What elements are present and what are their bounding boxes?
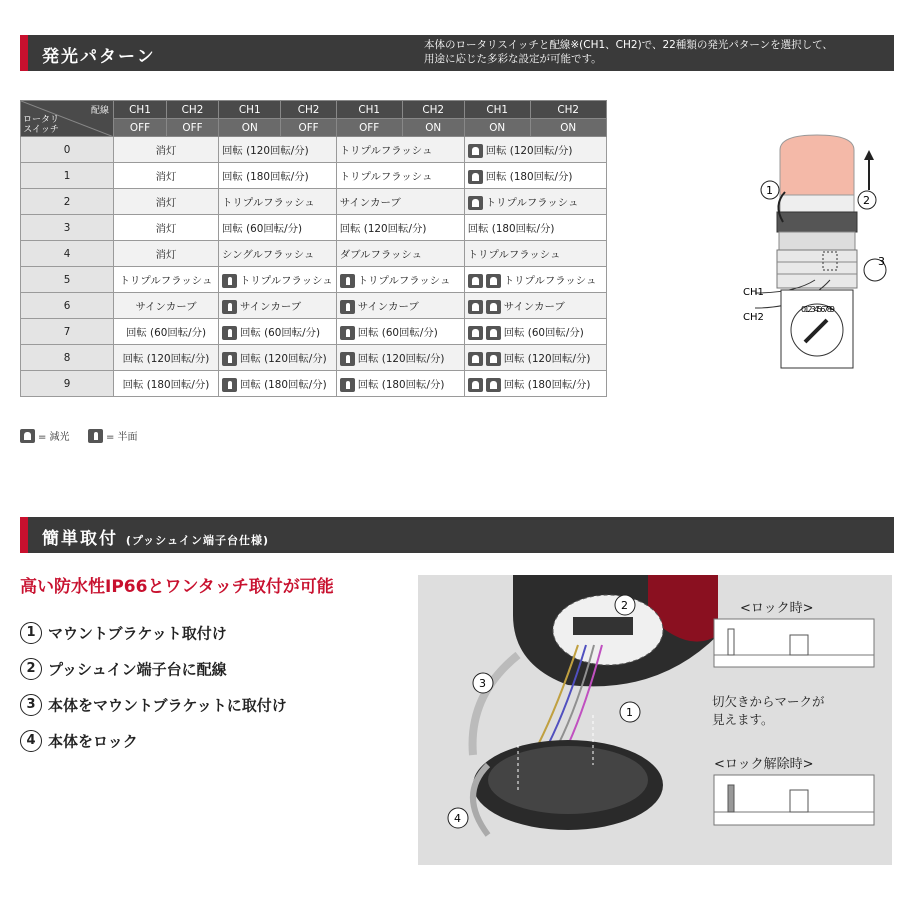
- pattern-cell: トリプルフラッシュ: [464, 267, 606, 293]
- table-row: [21, 215, 607, 241]
- pattern-cell: 回転 (180回転/分): [336, 371, 464, 397]
- pattern-cell: 回転 (120回転/分): [219, 137, 337, 163]
- half-face-icon: [340, 378, 355, 392]
- pattern-cell: サインカーブ: [114, 293, 219, 319]
- table-row: [21, 189, 607, 215]
- pattern-cell: サインカーブ: [336, 189, 464, 215]
- pattern-cell: 回転 (180回転/分): [464, 371, 606, 397]
- half-face-icon: [222, 352, 237, 366]
- half-face-icon: [340, 352, 355, 366]
- lock-note: 切欠きからマークが 見えます。: [712, 694, 825, 727]
- lens-dome: [780, 135, 854, 200]
- half-face-icon: [222, 274, 237, 288]
- section-description: [424, 38, 890, 66]
- table-row: [21, 293, 607, 319]
- body-upper: [777, 212, 857, 232]
- pattern-table: [20, 100, 607, 397]
- feature-heading: 高い防水性IP66とワンタッチ取付が可能: [20, 577, 334, 597]
- dim-icon: [468, 274, 483, 288]
- pattern-cell: 消灯: [114, 241, 219, 267]
- corner-label-switch: ロータリ スイッチ: [23, 115, 60, 135]
- pattern-cell: 回転 (120回転/分): [464, 345, 606, 371]
- dim-icon: [468, 326, 483, 340]
- install-steps: [20, 622, 287, 766]
- pattern-cell: サインカーブ: [464, 293, 606, 319]
- ch-header: CH2: [281, 101, 336, 119]
- ch-header: CH2: [167, 101, 219, 119]
- dim-icon: [20, 429, 35, 443]
- ch-header: CH1: [336, 101, 402, 119]
- svg-text:1: 1: [626, 706, 633, 719]
- signal-light-diagram: [735, 130, 895, 380]
- lens-ring: [780, 195, 854, 213]
- step-item: 2 プッシュイン端子台に配線: [20, 658, 287, 694]
- dim-icon: [468, 352, 483, 366]
- dim-icon: [486, 326, 501, 340]
- dim-icon: [468, 196, 483, 210]
- install-diagram-panel: [418, 575, 892, 865]
- pattern-cell: 回転 (180回転/分): [219, 163, 337, 189]
- body-mid: [779, 232, 855, 250]
- dim-icon: [486, 274, 501, 288]
- switch-position: 6: [21, 293, 114, 319]
- half-face-icon: [88, 429, 103, 443]
- pattern-cell: 回転 (120回転/分): [336, 345, 464, 371]
- ch-header: CH1: [114, 101, 167, 119]
- state-header: ON: [402, 119, 464, 137]
- svg-text:3: 3: [878, 255, 885, 268]
- state-header: OFF: [114, 119, 167, 137]
- state-header: ON: [530, 119, 606, 137]
- legend-dim-label: = 減光: [38, 432, 70, 443]
- section-title: 発光パターン: [42, 47, 156, 67]
- switch-position: 3: [21, 215, 114, 241]
- table-row: [21, 319, 607, 345]
- pattern-cell: サインカーブ: [219, 293, 337, 319]
- dim-icon: [468, 378, 483, 392]
- locked-detail: [714, 619, 874, 667]
- pattern-cell: トリプルフラッシュ: [336, 137, 464, 163]
- switch-position: 5: [21, 267, 114, 293]
- pattern-cell: 回転 (180回転/分): [464, 215, 606, 241]
- table-row: [21, 241, 607, 267]
- switch-position: 9: [21, 371, 114, 397]
- svg-text:1: 1: [766, 184, 773, 197]
- half-face-icon: [222, 300, 237, 314]
- pattern-cell: 回転 (180回転/分): [114, 371, 219, 397]
- step-item: 1 マウントブラケット取付け: [20, 622, 287, 658]
- pattern-cell: 回転 (120回転/分): [464, 137, 606, 163]
- dim-icon: [486, 352, 501, 366]
- svg-text:2: 2: [863, 194, 870, 207]
- pattern-cell: サインカーブ: [336, 293, 464, 319]
- switch-position: 8: [21, 345, 114, 371]
- desc-line-2: 用途に応じた多彩な設定が可能です。: [424, 53, 602, 65]
- pattern-cell: 回転 (120回転/分): [114, 345, 219, 371]
- ch-header: CH2: [530, 101, 606, 119]
- table-row: [21, 163, 607, 189]
- svg-text:3: 3: [479, 677, 486, 690]
- half-face-icon: [340, 326, 355, 340]
- state-header: OFF: [167, 119, 219, 137]
- section-header-pattern: [20, 35, 894, 71]
- pattern-cell: 回転 (60回転/分): [464, 319, 606, 345]
- body-lower: [777, 250, 857, 288]
- pattern-cell: トリプルフラッシュ: [336, 267, 464, 293]
- ch-header: CH2: [402, 101, 464, 119]
- dim-icon: [486, 378, 501, 392]
- dim-icon: [468, 144, 483, 158]
- switch-position: 7: [21, 319, 114, 345]
- state-header: ON: [219, 119, 281, 137]
- pattern-cell: トリプルフラッシュ: [464, 189, 606, 215]
- state-header: OFF: [281, 119, 336, 137]
- table-corner: [21, 101, 114, 137]
- switch-position: 4: [21, 241, 114, 267]
- pattern-cell: 消灯: [114, 163, 219, 189]
- table-row: [21, 267, 607, 293]
- svg-text:4: 4: [454, 812, 461, 825]
- corner-label-wiring: 配線: [90, 106, 109, 116]
- pattern-cell: 回転 (120回転/分): [336, 215, 464, 241]
- pattern-cell: 回転 (60回転/分): [219, 215, 337, 241]
- icon-legend: [20, 428, 138, 443]
- legend-half-label: = 半面: [105, 432, 138, 443]
- dim-icon: [468, 300, 483, 314]
- half-face-icon: [222, 326, 237, 340]
- mount-arrow: [473, 655, 518, 755]
- pattern-cell: ダブルフラッシュ: [336, 241, 464, 267]
- switch-position: 2: [21, 189, 114, 215]
- pattern-cell: トリプルフラッシュ: [219, 189, 337, 215]
- step-item: 3 本体をマウントブラケットに取付け: [20, 694, 287, 730]
- desc-line-1: 本体のロータリスイッチと配線※(CH1、CH2)で、22種類の発光パターンを選択して、: [424, 39, 833, 51]
- section-title: 簡単取付 (プッシュイン端子台仕様): [42, 529, 269, 549]
- pattern-cell: 回転 (60回転/分): [114, 319, 219, 345]
- header-accent: [20, 35, 28, 71]
- pattern-cell: 消灯: [114, 137, 219, 163]
- terminal-block: [573, 617, 633, 635]
- pattern-cell: 回転 (120回転/分): [219, 345, 337, 371]
- state-header: OFF: [336, 119, 402, 137]
- locked-label: <ロック時>: [740, 601, 814, 616]
- table-row: [21, 345, 607, 371]
- pattern-cell: シングルフラッシュ: [219, 241, 337, 267]
- label-ch2: CH2: [743, 312, 764, 323]
- dim-icon: [486, 300, 501, 314]
- pattern-cell: トリプルフラッシュ: [114, 267, 219, 293]
- step-item: 4 本体をロック: [20, 730, 287, 766]
- switch-position: 0: [21, 137, 114, 163]
- table-row: [21, 371, 607, 397]
- unlocked-detail: [714, 775, 874, 825]
- pattern-cell: 回転 (60回転/分): [219, 319, 337, 345]
- pattern-cell: 回転 (60回転/分): [336, 319, 464, 345]
- dial-digits: 0 1 2 3 4 5 6 7 8 9: [801, 305, 835, 314]
- svg-text:2: 2: [621, 599, 628, 612]
- pattern-cell: 回転 (180回転/分): [219, 371, 337, 397]
- pattern-cell: トリプルフラッシュ: [464, 241, 606, 267]
- dim-icon: [468, 170, 483, 184]
- pattern-cell: 消灯: [114, 215, 219, 241]
- unlocked-label: <ロック解除時>: [714, 757, 814, 772]
- pattern-cell: トリプルフラッシュ: [219, 267, 337, 293]
- switch-position: 1: [21, 163, 114, 189]
- section-header-install: [20, 517, 894, 553]
- table-row: [21, 137, 607, 163]
- half-face-icon: [222, 378, 237, 392]
- pattern-cell: 消灯: [114, 189, 219, 215]
- pattern-cell: トリプルフラッシュ: [336, 163, 464, 189]
- ch-header: CH1: [219, 101, 281, 119]
- pattern-cell: 回転 (180回転/分): [464, 163, 606, 189]
- state-header: ON: [464, 119, 530, 137]
- label-ch1: CH1: [743, 287, 764, 298]
- ch-header: CH1: [464, 101, 530, 119]
- half-face-icon: [340, 300, 355, 314]
- half-face-icon: [340, 274, 355, 288]
- header-accent: [20, 517, 28, 553]
